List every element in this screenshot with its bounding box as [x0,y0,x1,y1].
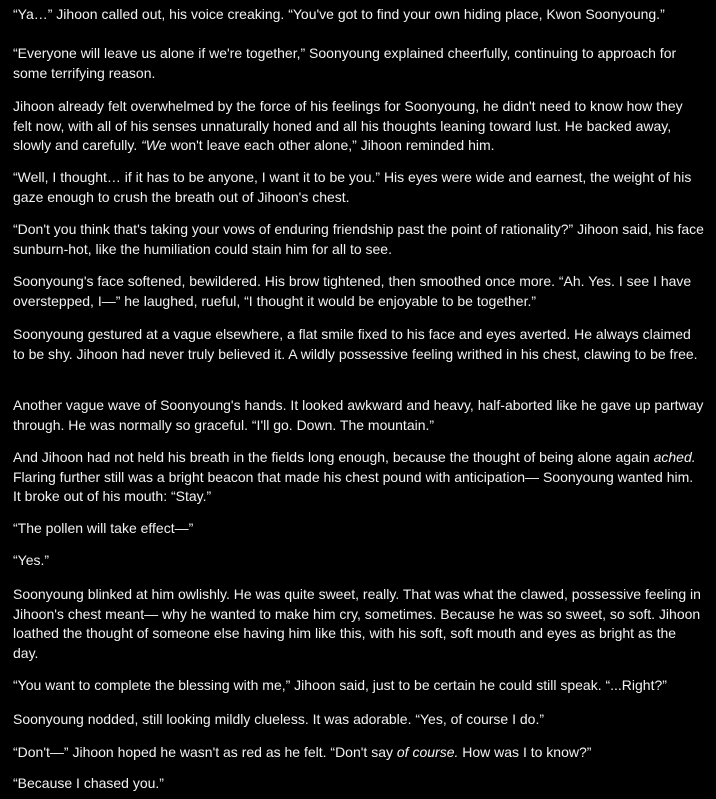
paragraph-text: Soonyoung blinked at him owlishly. He was quite sweet, really. That was what the clawed, possessive feeling in Jihoon's chest meant— why he wanted to make him cry, sometimes. Because he was so sweet, so soft. Jihoon loathed the thought of someone else having him like this, with his soft, soft mouth and eyes as bright as the day. [13,586,701,661]
paragraph-text: Jihoon already felt overwhelmed by the force of his feelings for Soonyoung, he didn't need to know how they felt now, with all of his senses unnaturally honed and all his thoughts leaning toward lust. He backed away, slowly and carefully. [13,98,683,153]
story-paragraph [13,774,704,794]
paragraph-text: won't leave each other alone,” Jihoon reminded him. [166,137,495,153]
paragraph-text: Flaring further still was a bright beacon that made his chest pound with anticipation— Soonyoung wanted him. It broke out of his mouth: “Stay.” [13,468,694,504]
emphasis-text: ached. [653,449,696,465]
paragraph-text: “Yes.” [13,552,50,568]
paragraph-text: “Ya…” Jihoon called out, his voice creaking. “You've got to find your own hiding place, Kwon Soonyoung.” [13,6,665,22]
story-paragraph [13,448,704,507]
story-paragraph [13,519,704,539]
story-paragraph [13,97,704,156]
story-paragraph [13,325,704,364]
paragraph-text: Soonyoung's face softened, bewildered. His brow tightened, then smoothed once more. “Ah. Yes. I see I have overstepped, I—” he laughed, rueful, “I thought it would be enjoyable to be together.” [13,273,692,309]
story-paragraph [13,168,704,207]
paragraph-text: “You want to complete the blessing with me,” Jihoon said, just to be certain he could still speak. “...Right?” [13,677,667,693]
paragraph-text: “Don't—” Jihoon hoped he wasn't as red as he felt. “Don't say [13,744,397,760]
paragraph-text: “The pollen will take effect—” [13,520,194,536]
paragraph-text: Soonyoung gestured at a vague elsewhere, a flat smile fixed to his face and eyes averted. He always claimed to be shy. Jihoon had never truly believed it. A wildly possessive feeling writhed in his chest, clawing to be free. [13,326,698,362]
paragraph-text: And Jihoon had not held his breath in the fields long enough, because the thought of being alone again [13,449,654,465]
paragraph-text: Soonyoung nodded, still looking mildly clueless. It was adorable. “Yes, of course I do.” [13,711,545,727]
story-paragraph [13,396,704,435]
story-paragraph [13,272,704,311]
paragraph-text: “Well, I thought… if it has to be anyone, I want it to be you.” His eyes were wide and earnest, the weight of his gaze enough to crush the breath out of Jihoon's chest. [13,169,692,205]
story-paragraph [13,743,704,763]
paragraph-text: How was I to know?” [458,744,592,760]
story-paragraph [13,676,704,696]
paragraph-text: “Don't you think that's taking your vows of enduring friendship past the point of rationality?” Jihoon said, his face sunburn-hot, like the humiliation could stain him for all to see. [13,221,704,257]
story-paragraph [13,551,704,571]
story-paragraph [13,5,704,25]
emphasis-text: “We [141,137,167,153]
story-paragraph [13,220,704,259]
story-paragraph [13,585,704,663]
paragraph-text: “Everyone will leave us alone if we're together,” Soonyoung explained cheerfully, continuing to approach for some terrifying reason. [13,45,677,81]
paragraph-text: Another vague wave of Soonyoung's hands. It looked awkward and heavy, half-aborted like he gave up partway through. He was normally so graceful. “I'll go. Down. The mountain.” [13,397,704,433]
story-paragraph [13,44,704,83]
story-paragraph [13,710,704,730]
emphasis-text: of course. [396,744,459,760]
paragraph-text: “Because I chased you.” [13,775,164,791]
